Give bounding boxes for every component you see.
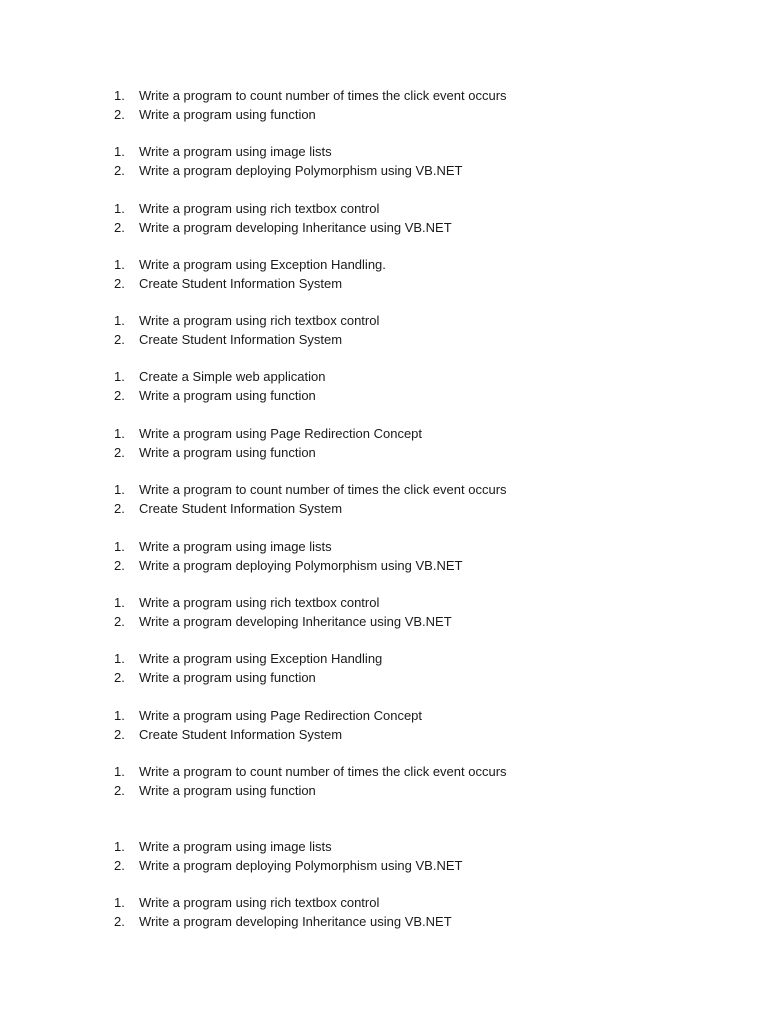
list-item-text: Create Student Information System — [139, 727, 343, 742]
list-number: 1. — [114, 651, 125, 666]
list-number: 1. — [114, 88, 125, 103]
list-number: 1. — [114, 708, 125, 723]
numbered-list — [0, 593, 768, 631]
list-item-text: Write a program using Exception Handling — [139, 651, 383, 666]
list-item — [0, 668, 768, 687]
numbered-list — [0, 762, 768, 800]
list-number: 2. — [114, 727, 125, 742]
numbered-list — [0, 142, 768, 180]
list-item-text: Write a program to count number of times the click event occurs — [139, 88, 507, 103]
numbered-list — [0, 199, 768, 237]
list-item — [0, 255, 768, 274]
list-number: 2. — [114, 388, 125, 403]
numbered-list — [0, 86, 768, 124]
list-item-text: Write a program deploying Polymorphism using VB.NET — [139, 163, 463, 178]
list-item — [0, 274, 768, 293]
list-item-text: Write a program using rich textbox control — [139, 201, 380, 216]
list-number: 1. — [114, 313, 125, 328]
numbered-list — [0, 311, 768, 349]
list-item — [0, 837, 768, 856]
list-item — [0, 424, 768, 443]
list-number: 2. — [114, 107, 125, 122]
list-number: 2. — [114, 220, 125, 235]
list-item — [0, 311, 768, 330]
list-item — [0, 199, 768, 218]
list-item-text: Write a program deploying Polymorphism using VB.NET — [139, 558, 463, 573]
list-item — [0, 105, 768, 124]
list-item-text: Write a program deploying Polymorphism using VB.NET — [139, 858, 463, 873]
list-item-text: Write a program to count number of times the click event occurs — [139, 482, 507, 497]
list-item-text: Write a program using function — [139, 388, 316, 403]
list-number: 1. — [114, 369, 125, 384]
list-number: 1. — [114, 201, 125, 216]
list-item — [0, 706, 768, 725]
numbered-list — [0, 837, 768, 875]
list-item — [0, 593, 768, 612]
list-item-text: Write a program developing Inheritance using VB.NET — [139, 220, 452, 235]
list-item-text: Write a program using rich textbox control — [139, 595, 380, 610]
list-item — [0, 556, 768, 575]
numbered-list — [0, 424, 768, 462]
list-number: 1. — [114, 257, 125, 272]
list-item — [0, 499, 768, 518]
list-item-text: Write a program using Page Redirection Concept — [139, 708, 423, 723]
list-item-text: Create Student Information System — [139, 276, 343, 291]
list-number: 2. — [114, 783, 125, 798]
list-item-text: Write a program using function — [139, 107, 316, 122]
list-item-text: Write a program using Page Redirection Concept — [139, 426, 423, 441]
list-item — [0, 367, 768, 386]
list-item-text: Write a program to count number of times the click event occurs — [139, 764, 507, 779]
numbered-list — [0, 367, 768, 405]
list-item — [0, 856, 768, 875]
list-number: 1. — [114, 895, 125, 910]
list-number: 2. — [114, 445, 125, 460]
list-number: 2. — [114, 332, 125, 347]
list-number: 2. — [114, 276, 125, 291]
list-number: 2. — [114, 614, 125, 629]
list-item — [0, 762, 768, 781]
list-item-text: Write a program using function — [139, 670, 316, 685]
list-item — [0, 142, 768, 161]
list-item-text: Write a program using rich textbox control — [139, 895, 380, 910]
list-number: 2. — [114, 914, 125, 929]
list-item-text: Write a program using Exception Handling. — [139, 257, 386, 272]
list-item-text: Create Student Information System — [139, 501, 343, 516]
numbered-list — [0, 537, 768, 575]
list-number: 2. — [114, 670, 125, 685]
list-number: 1. — [114, 595, 125, 610]
list-item-text: Write a program using image lists — [139, 144, 332, 159]
list-item — [0, 330, 768, 349]
list-item — [0, 86, 768, 105]
list-item — [0, 912, 768, 931]
list-number: 1. — [114, 839, 125, 854]
list-item — [0, 612, 768, 631]
list-item — [0, 161, 768, 180]
list-item — [0, 893, 768, 912]
list-number: 1. — [114, 539, 125, 554]
list-item — [0, 781, 768, 800]
list-item — [0, 649, 768, 668]
list-item-text: Create a Simple web application — [139, 369, 326, 384]
list-number: 1. — [114, 426, 125, 441]
list-number: 2. — [114, 163, 125, 178]
list-item — [0, 537, 768, 556]
list-item-text: Write a program using function — [139, 445, 316, 460]
numbered-list — [0, 255, 768, 293]
numbered-list — [0, 649, 768, 687]
list-item — [0, 443, 768, 462]
list-item-text: Write a program using function — [139, 783, 316, 798]
list-item — [0, 218, 768, 237]
numbered-list — [0, 480, 768, 518]
list-number: 1. — [114, 144, 125, 159]
list-item-text: Write a program developing Inheritance using VB.NET — [139, 614, 452, 629]
list-item — [0, 480, 768, 499]
list-number: 1. — [114, 764, 125, 779]
list-number: 2. — [114, 501, 125, 516]
list-item-text: Write a program using rich textbox control — [139, 313, 380, 328]
numbered-list — [0, 893, 768, 931]
list-item — [0, 725, 768, 744]
list-item-text: Create Student Information System — [139, 332, 343, 347]
numbered-list — [0, 706, 768, 744]
list-item-text: Write a program using image lists — [139, 839, 332, 854]
list-number: 2. — [114, 858, 125, 873]
list-item-text: Write a program developing Inheritance using VB.NET — [139, 914, 452, 929]
list-number: 1. — [114, 482, 125, 497]
list-item-text: Write a program using image lists — [139, 539, 332, 554]
list-number: 2. — [114, 558, 125, 573]
list-item — [0, 386, 768, 405]
